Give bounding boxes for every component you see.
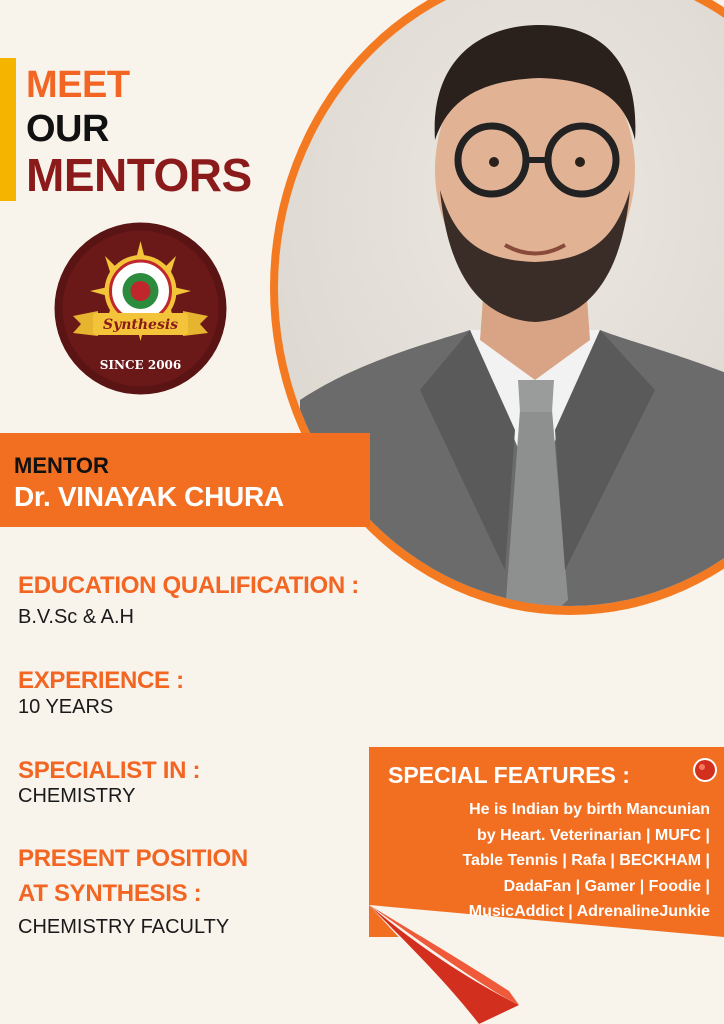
position-label-line1: PRESENT POSITION [18,845,248,872]
experience-value: 10 YEARS [18,696,114,718]
special-features-line: by Heart. Veterinarian | MUFC | [476,826,710,844]
special-features-line: DadaFan | Gamer | Foodie | [503,877,710,895]
position-value: CHEMISTRY FACULTY [18,916,230,938]
experience-label: EXPERIENCE : [18,667,184,694]
bullet-dot-icon [692,757,718,783]
special-features-line: MusicAddict | AdrenalineJunkie [468,903,710,920]
heading-our: OUR [26,108,109,150]
special-features-line: He is Indian by birth Mancunian [469,801,710,818]
synthesis-logo [53,221,228,396]
heading-mentors: MENTORS [26,149,252,201]
mentor-name: Dr. VINAYAK CHURA [14,481,284,512]
accent-bar [0,58,16,201]
education-label: EDUCATION QUALIFICATION : [18,572,359,599]
special-features-text [380,797,710,925]
specialist-label: SPECIALIST IN : [18,757,201,784]
mentor-label: MENTOR [14,453,109,478]
special-features-title: SPECIAL FEATURES : [388,762,630,788]
mentor-photo [270,0,724,635]
specialist-value: CHEMISTRY [18,785,136,807]
logo-brand-text: Synthesis [102,317,179,333]
logo-since-text: SINCE 2006 [99,358,182,372]
education-value: B.V.Sc & A.H [18,606,134,628]
special-features-line: Table Tennis | Rafa | BECKHAM | [462,852,710,869]
heading-meet: MEET [26,64,130,106]
position-label-line2: AT SYNTHESIS : [18,880,202,907]
